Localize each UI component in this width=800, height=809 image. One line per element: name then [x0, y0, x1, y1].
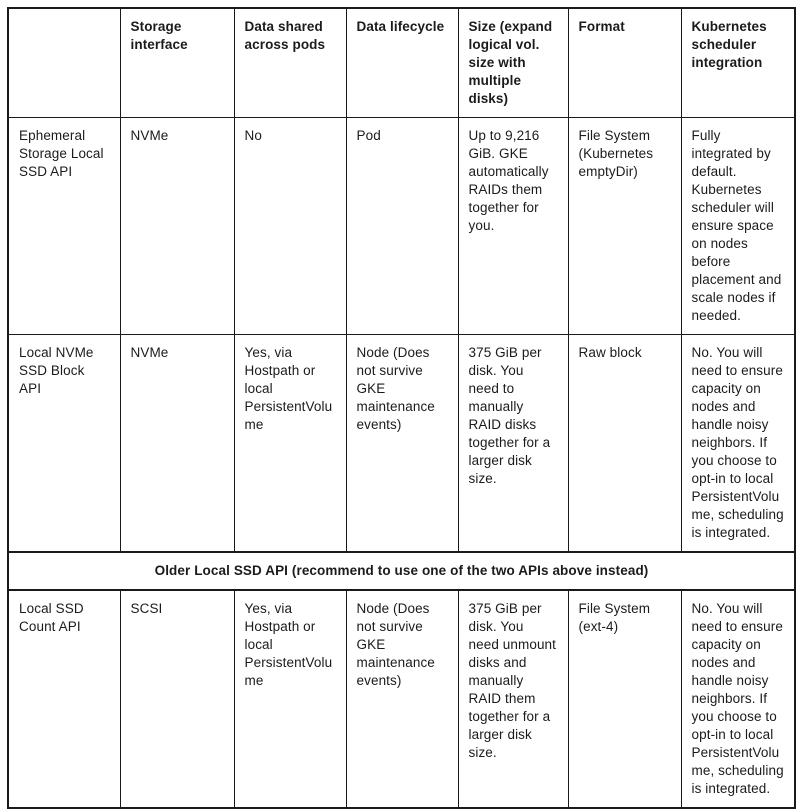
section-divider-row	[8, 552, 795, 590]
column-header-size: Size (expand logical vol. size with multiple disks)	[458, 8, 568, 118]
table-row-local-nvme-block	[8, 335, 795, 553]
cell-size: 375 GiB per disk. You need unmount disks and manually RAID them together for a larger disk size.	[458, 590, 568, 808]
cell-data-lifecycle: Node (Does not survive GKE maintenance events)	[346, 335, 458, 553]
local-ssd-api-comparison	[7, 7, 796, 809]
table-row-ephemeral-storage	[8, 118, 795, 335]
cell-storage-interface: NVMe	[120, 118, 234, 335]
cell-format: File System (Kubernetes emptyDir)	[568, 118, 681, 335]
cell-data-shared: Yes, via Hostpath or local PersistentVolume	[234, 590, 346, 808]
cell-data-lifecycle: Pod	[346, 118, 458, 335]
cell-data-lifecycle: Node (Does not survive GKE maintenance events)	[346, 590, 458, 808]
cell-scheduler: Fully integrated by default. Kubernetes scheduler will ensure space on nodes before placement and scale nodes if needed.	[681, 118, 795, 335]
cell-storage-interface: NVMe	[120, 335, 234, 553]
row-label: Ephemeral Storage Local SSD API	[8, 118, 120, 335]
column-header-blank	[8, 8, 120, 118]
cell-size: 375 GiB per disk. You need to manually RAID disks together for a larger disk size.	[458, 335, 568, 553]
cell-size: Up to 9,216 GiB. GKE automatically RAIDs them together for you.	[458, 118, 568, 335]
cell-scheduler: No. You will need to ensure capacity on nodes and handle noisy neighbors. If you choose to opt-in to local PersistentVolume, scheduling is integrated.	[681, 335, 795, 553]
column-header-data-shared: Data shared across pods	[234, 8, 346, 118]
cell-storage-interface: SCSI	[120, 590, 234, 808]
cell-scheduler: No. You will need to ensure capacity on nodes and handle noisy neighbors. If you choose to opt-in to local PersistentVolume, scheduling is integrated.	[681, 590, 795, 808]
section-divider-label: Older Local SSD API (recommend to use one of the two APIs above instead)	[8, 552, 795, 590]
column-header-data-lifecycle: Data lifecycle	[346, 8, 458, 118]
column-header-scheduler-integration: Kubernetes scheduler integration	[681, 8, 795, 118]
header-row	[8, 8, 795, 118]
row-label: Local NVMe SSD Block API	[8, 335, 120, 553]
column-header-storage-interface: Storage interface	[120, 8, 234, 118]
cell-format: File System (ext-4)	[568, 590, 681, 808]
table-row-local-ssd-count	[8, 590, 795, 808]
column-header-format: Format	[568, 8, 681, 118]
cell-data-shared: No	[234, 118, 346, 335]
local-ssd-comparison-table	[7, 7, 796, 809]
row-label: Local SSD Count API	[8, 590, 120, 808]
cell-data-shared: Yes, via Hostpath or local PersistentVolume	[234, 335, 346, 553]
cell-format: Raw block	[568, 335, 681, 553]
